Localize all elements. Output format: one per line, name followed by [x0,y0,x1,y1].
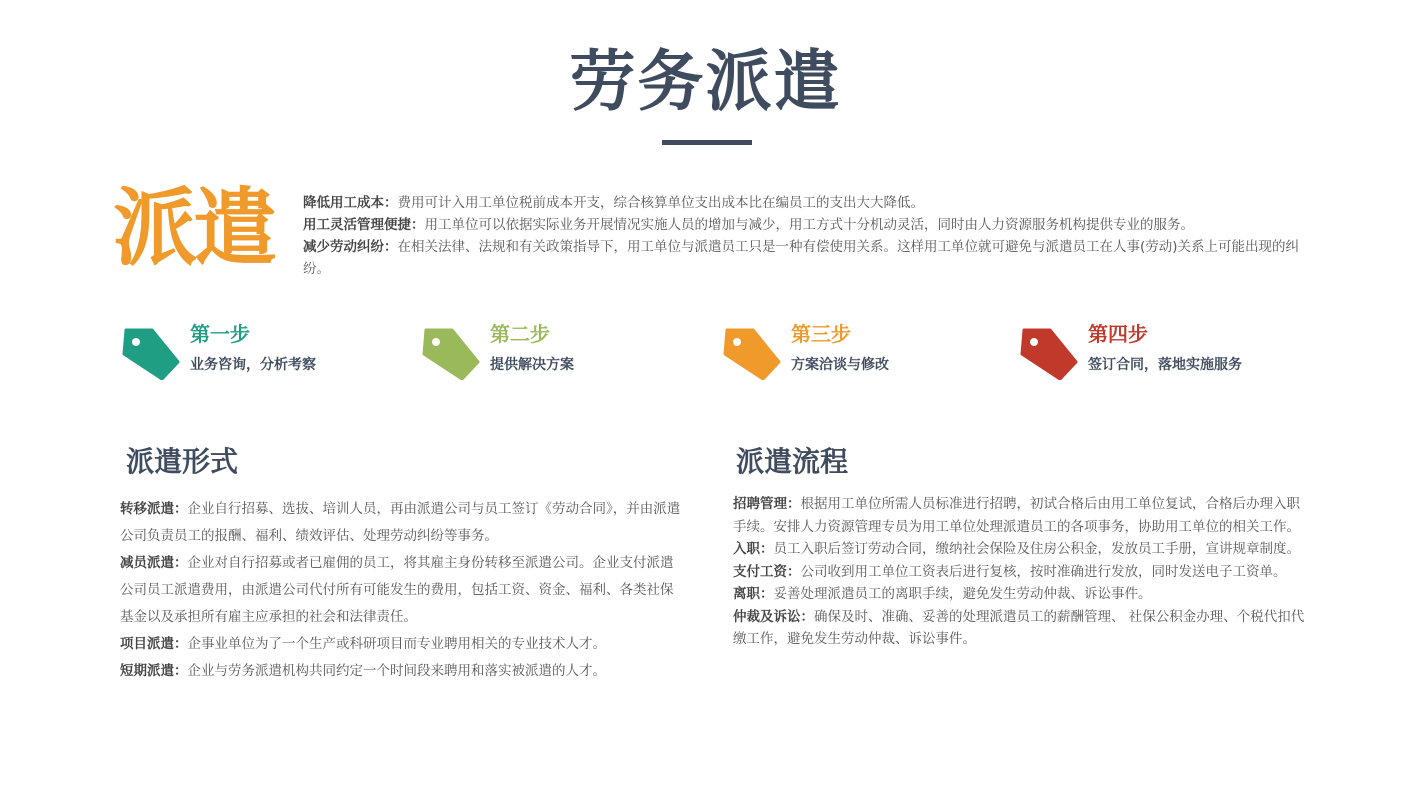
list-item [733,606,1313,651]
tag-shape [424,330,478,379]
page-title: 劳务派遣 [569,43,842,120]
item-text: 公司收到用工单位工资表后进行复核，按时准确进行发放，同时发送电子工资单。 [800,563,1287,580]
step-desc: 提供解决方案 [490,357,574,373]
tag-icon [422,328,480,380]
list-item [120,550,685,631]
item-label: 项目派遣： [120,636,188,652]
step-desc: 签订合同，落地实施服务 [1088,357,1242,373]
item-text: 确保及时、准确、妥善的处理派遣员工的薪酬管理、 社保公积金办理、个税代扣代缴工作，避免发生劳动仲裁、诉讼事件。 [733,608,1305,647]
step-1 [122,318,382,388]
process-title: 派遣流程 [736,445,849,478]
benefit-text: 用工单位可以依据实际业务开展情况实施人员的增加与减少，用工方式十分机动灵活，同时由人力资源服务机构提供专业的服务。 [424,217,1194,233]
item-text: 企业对自行招募或者已雇佣的员工，将其雇主身份转移至派遣公司。企业支付派遣公司员工派遣费用，由派遣公司代付所有可能发生的费用，包括工资、资金、福利、各类社保基金以及承担所有雇主应承担的社会和法律责任。 [120,555,674,625]
tag-shape [1022,330,1076,379]
step-title: 第二步 [490,322,550,346]
tag-icon [122,328,180,380]
tag-shape [124,330,178,379]
list-item [733,561,1313,584]
benefit-item [303,236,1303,280]
step-title: 第一步 [190,322,250,346]
item-label: 离职： [733,586,774,602]
item-text: 根据用工单位所需人员标准进行招聘，初试合格后由用工单位复试，合格后办理入职手续。安排人力资源管理专员为用工单位处理派遣员工的各项事务，协助用工单位的相关工作。 [733,496,1300,535]
item-text: 妥善处理派遣员工的离职手续，避免发生劳动仲裁、诉讼事件。 [773,586,1152,602]
benefit-label: 减少劳动纠纷： [303,239,398,255]
tag-shape [725,330,779,379]
item-label: 转移派遣： [120,501,188,517]
list-item [120,658,685,685]
step-desc: 业务咨询，分析考察 [190,357,316,373]
forms-list [120,496,685,685]
step-desc: 方案洽谈与修改 [791,357,889,373]
step-2 [422,318,682,388]
step-4 [1020,318,1280,388]
item-label: 招聘管理： [733,496,801,512]
title-divider [662,140,752,145]
tag-icon [723,328,781,380]
item-label: 短期派遣： [120,663,188,679]
item-text: 企事业单位为了一个生产或科研项目而专业聘用相关的专业技术人才。 [187,636,606,652]
list-item [733,493,1313,538]
benefit-text: 费用可计入用工单位税前成本开支，综合核算单位支出成本比在编员工的支出大大降低。 [397,195,924,211]
benefit-text: 在相关法律、法规和有关政策指导下，用工单位与派遣员工只是一种有偿使用关系。这样用工单位就可避免与派遣员工在人事(劳动)关系上可能出现的纠纷。 [303,239,1300,277]
benefit-item [303,192,1303,214]
intro-big-word: 派遣 [113,179,274,277]
item-label: 减员派遣： [120,555,188,571]
item-label: 支付工资： [733,563,801,580]
intro-benefits [303,192,1303,280]
benefit-item [303,214,1303,236]
step-3 [723,318,983,388]
list-item [733,583,1313,606]
item-label: 仲裁及诉讼： [733,608,814,625]
benefit-label: 降低用工成本： [303,195,398,211]
process-list [733,493,1313,651]
item-text: 员工入职后签订劳动合同，缴纳社会保险及住房公积金，发放员工手册，宣讲规章制度。 [773,541,1300,557]
step-title: 第四步 [1088,322,1148,346]
item-text: 企业与劳务派遣机构共同约定一个时间段来聘用和落实被派遣的人才。 [187,663,606,679]
list-item [120,496,685,550]
benefit-label: 用工灵活管理便捷： [303,217,425,233]
list-item [120,631,685,658]
step-title: 第三步 [791,322,851,346]
list-item [733,538,1313,561]
tag-icon [1020,328,1078,380]
item-text: 企业自行招募、选拔、培训人员，再由派遣公司与员工签订《劳动合同》，并由派遣公司负责员工的报酬、福利、绩效评估、处理劳动纠纷等事务。 [120,501,681,544]
item-label: 入职： [733,541,774,557]
forms-title: 派遣形式 [126,445,239,478]
